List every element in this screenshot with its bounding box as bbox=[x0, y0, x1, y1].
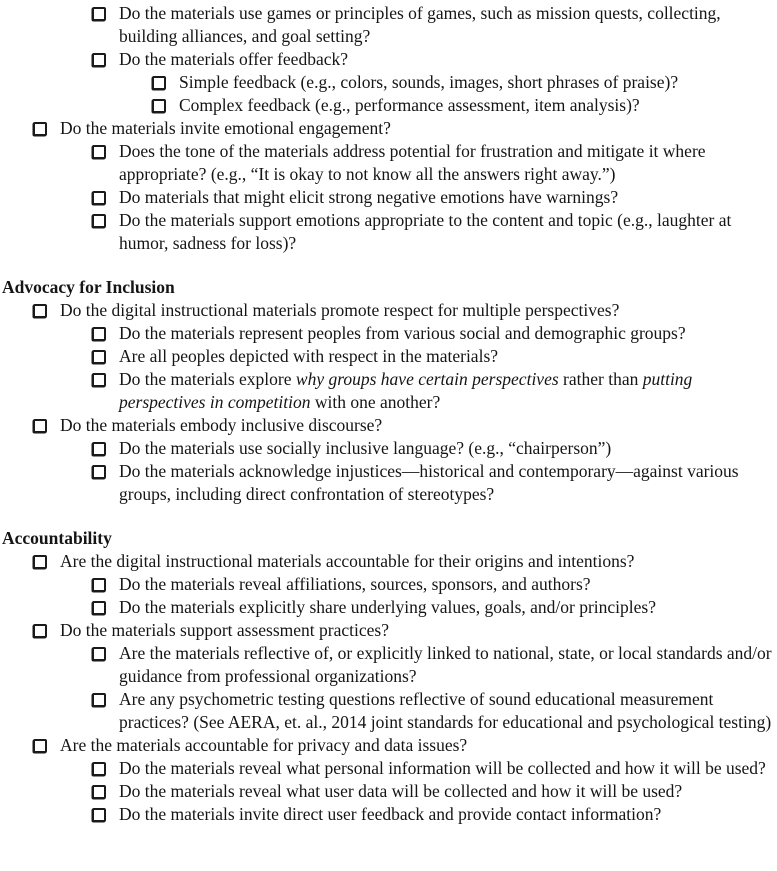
text-run: Are the materials reflective of, or explicitly linked to national, state, or local standards and/or guidance from professional organizations? bbox=[119, 643, 772, 686]
checklist-item bbox=[0, 688, 777, 734]
checklist-item-text bbox=[119, 437, 777, 460]
checklist-item-text bbox=[179, 71, 777, 94]
checkbox-icon bbox=[92, 442, 106, 456]
text-run: Do the materials embody inclusive discourse? bbox=[60, 415, 383, 435]
text-run: Do the materials offer feedback? bbox=[119, 49, 349, 69]
checklist-item-text bbox=[119, 573, 777, 596]
checklist-item bbox=[0, 2, 777, 48]
checklist-item bbox=[0, 345, 777, 368]
italic-text-run: putting perspectives in competition bbox=[119, 369, 693, 412]
text-run: Does the tone of the materials address potential for frustration and mitigate it where appropriate? (e.g., “It is okay to not know all the answers right away.”) bbox=[119, 141, 706, 184]
checkbox-icon bbox=[152, 76, 166, 90]
checkbox-icon bbox=[92, 808, 106, 822]
text-run: Do the materials use socially inclusive language? (e.g., “chairperson”) bbox=[119, 438, 612, 458]
checklist-item bbox=[0, 596, 777, 619]
checklist-item-text bbox=[60, 619, 777, 642]
text-run: Are all peoples depicted with respect in the materials? bbox=[119, 346, 499, 366]
checklist-item bbox=[0, 573, 777, 596]
checkbox-icon bbox=[92, 693, 106, 707]
checkbox-icon bbox=[92, 191, 106, 205]
checkbox-icon bbox=[92, 578, 106, 592]
text-run: with one another? bbox=[310, 392, 441, 412]
checklist-item-text bbox=[60, 550, 777, 573]
checklist-item-text bbox=[119, 368, 777, 414]
checklist-item bbox=[0, 734, 777, 757]
checklist-item bbox=[0, 140, 777, 186]
checkbox-icon bbox=[33, 555, 47, 569]
checklist-item-text bbox=[119, 596, 777, 619]
checkbox-icon bbox=[92, 350, 106, 364]
text-run: Do the materials invite direct user feedback and provide contact information? bbox=[119, 804, 662, 824]
checklist-item bbox=[0, 414, 777, 437]
checklist-item bbox=[0, 322, 777, 345]
checklist-item-text bbox=[119, 2, 777, 48]
checklist-item-text bbox=[119, 322, 777, 345]
section bbox=[0, 527, 777, 826]
checklist-item-text bbox=[60, 299, 777, 322]
checklist-item-text bbox=[119, 757, 777, 780]
checklist-item-text bbox=[60, 734, 777, 757]
checklist-item-text bbox=[119, 209, 777, 255]
checkbox-icon bbox=[33, 739, 47, 753]
checklist-item-text bbox=[119, 460, 777, 506]
checklist-item bbox=[0, 48, 777, 71]
section bbox=[0, 2, 777, 255]
text-run: Complex feedback (e.g., performance assessment, item analysis)? bbox=[179, 95, 640, 115]
text-run: Do the materials explicitly share underlying values, goals, and/or principles? bbox=[119, 597, 656, 617]
checklist-item-text bbox=[119, 780, 777, 803]
checklist-item bbox=[0, 780, 777, 803]
checkbox-icon bbox=[33, 624, 47, 638]
checklist-item bbox=[0, 368, 777, 414]
checklist-item bbox=[0, 460, 777, 506]
text-run: Do the materials support assessment practices? bbox=[60, 620, 389, 640]
text-run: Are the digital instructional materials accountable for their origins and intentions? bbox=[60, 551, 635, 571]
checkbox-icon bbox=[33, 122, 47, 136]
text-run: Do the materials reveal affiliations, sources, sponsors, and authors? bbox=[119, 574, 591, 594]
italic-text-run: why groups have certain perspectives bbox=[295, 369, 559, 389]
text-run: Simple feedback (e.g., colors, sounds, images, short phrases of praise)? bbox=[179, 72, 679, 92]
checkbox-icon bbox=[92, 214, 106, 228]
checklist-item-text bbox=[179, 94, 777, 117]
section-heading: Advocacy for Inclusion bbox=[2, 277, 175, 297]
checklist-item bbox=[0, 803, 777, 826]
checklist-item bbox=[0, 619, 777, 642]
checklist-item-text bbox=[119, 48, 777, 71]
checkbox-icon bbox=[92, 7, 106, 21]
text-run: rather than bbox=[558, 369, 643, 389]
text-run: Do the materials explore bbox=[119, 369, 296, 389]
checklist-item bbox=[0, 757, 777, 780]
section-heading: Accountability bbox=[2, 528, 112, 548]
checklist-item-text bbox=[119, 803, 777, 826]
checkbox-icon bbox=[92, 647, 106, 661]
checklist-item-text bbox=[119, 642, 777, 688]
text-run: Do materials that might elicit strong negative emotions have warnings? bbox=[119, 187, 619, 207]
text-run: Do the materials support emotions appropriate to the content and topic (e.g., laughter at humor, sadness for loss)? bbox=[119, 210, 732, 253]
checkbox-icon bbox=[92, 785, 106, 799]
text-run: Do the materials reveal what user data will be collected and how it will be used? bbox=[119, 781, 683, 801]
text-run: Are the materials accountable for privacy and data issues? bbox=[60, 735, 468, 755]
checkbox-icon bbox=[33, 304, 47, 318]
text-run: Are any psychometric testing questions reflective of sound educational measurement practices? (See AERA, et. al., 2014 joint standards for educational and psychological testing) bbox=[119, 689, 772, 732]
checkbox-icon bbox=[92, 762, 106, 776]
checklist-item bbox=[0, 209, 777, 255]
checklist-item-text bbox=[119, 345, 777, 368]
checkbox-icon bbox=[92, 327, 106, 341]
checkbox-icon bbox=[92, 601, 106, 615]
text-run: Do the materials represent peoples from various social and demographic groups? bbox=[119, 323, 686, 343]
checklist-item bbox=[0, 186, 777, 209]
text-run: Do the digital instructional materials promote respect for multiple perspectives? bbox=[60, 300, 620, 320]
text-run: Do the materials acknowledge injustices—historical and contemporary—against various groups, including direct confrontation of stereotypes? bbox=[119, 461, 739, 504]
checkbox-icon bbox=[92, 145, 106, 159]
checklist-item bbox=[0, 437, 777, 460]
checklist-item bbox=[0, 299, 777, 322]
checklist-item bbox=[0, 71, 777, 94]
text-run: Do the materials invite emotional engagement? bbox=[60, 118, 391, 138]
checklist-item bbox=[0, 117, 777, 140]
section bbox=[0, 276, 777, 506]
text-run: Do the materials use games or principles of games, such as mission quests, collecting, building alliances, and goal setting? bbox=[119, 3, 721, 46]
checklist-item-text bbox=[119, 688, 777, 734]
checklist-item-text bbox=[60, 117, 777, 140]
checklist bbox=[0, 2, 777, 826]
checklist-item bbox=[0, 642, 777, 688]
checklist-item-text bbox=[119, 186, 777, 209]
checklist-item bbox=[0, 94, 777, 117]
checkbox-icon bbox=[92, 465, 106, 479]
text-run: Do the materials reveal what personal information will be collected and how it will be used? bbox=[119, 758, 766, 778]
checklist-item bbox=[0, 550, 777, 573]
checklist-item-text bbox=[60, 414, 777, 437]
checkbox-icon bbox=[33, 419, 47, 433]
checkbox-icon bbox=[92, 373, 106, 387]
checkbox-icon bbox=[92, 53, 106, 67]
checkbox-icon bbox=[152, 99, 166, 113]
checklist-item-text bbox=[119, 140, 777, 186]
